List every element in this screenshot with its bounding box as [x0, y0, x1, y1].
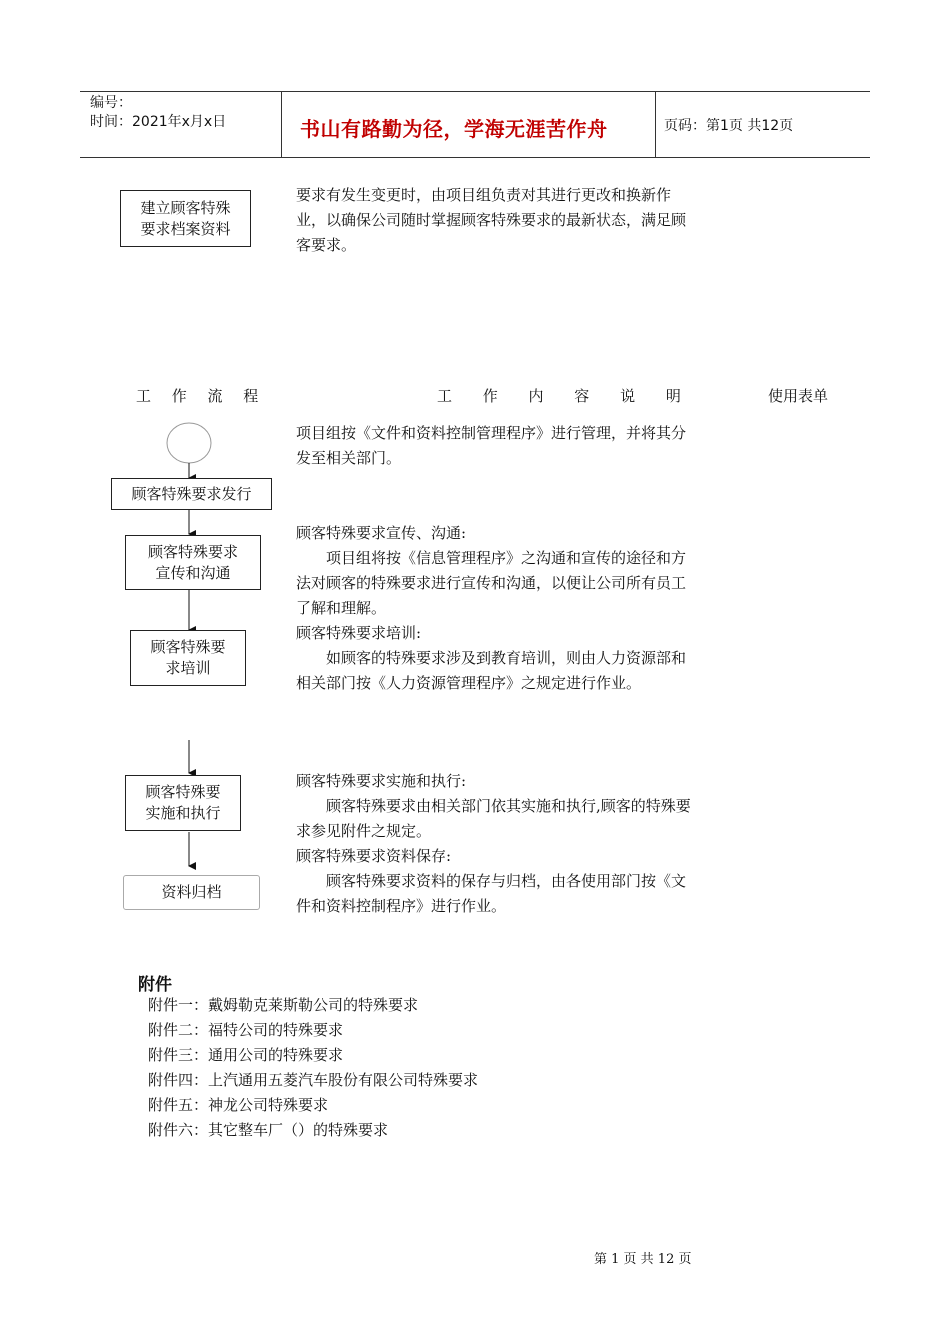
archive-box-line1: 建立顾客特殊	[140, 198, 231, 217]
content-block-title: 顾客特殊要求培训:	[296, 624, 422, 642]
top-section-text	[296, 183, 756, 258]
header-bottom-rule	[80, 157, 870, 158]
flow-step-implement	[125, 775, 241, 831]
content-line: 了解和理解。	[296, 599, 387, 617]
flow-step-issue	[111, 478, 272, 510]
appendix-item: 附件四：上汽通用五菱汽车股份有限公司特殊要求	[148, 1071, 479, 1089]
flow-step-archive-label: 资料归档	[161, 883, 222, 901]
appendix-item: 附件一：戴姆勒克莱斯勒公司的特殊要求	[148, 996, 419, 1014]
content-line: 求参见附件之规定。	[296, 822, 432, 840]
header-divider-right	[655, 91, 656, 157]
archive-requirements-box	[120, 190, 251, 247]
content-line: 发至相关部门。	[296, 449, 402, 467]
content-line: 顾客特殊要求资料的保存与归档，由各使用部门按《文	[326, 872, 687, 890]
flow-step-communicate	[125, 535, 261, 590]
flow-step-implement-line1: 顾客特殊要	[145, 783, 221, 801]
content-line: 件和资料控制程序》进行作业。	[296, 897, 507, 915]
content-line: 项目组将按《信息管理程序》之沟通和宣传的途径和方	[326, 549, 687, 567]
column-header-content: 工 作 内 容 说 明	[437, 387, 681, 405]
flow-step-training-line1: 顾客特殊要	[150, 638, 226, 656]
content-line: 项目组按《文件和资料控制管理程序》进行管理，并将其分	[296, 424, 687, 442]
flow-start-circle	[167, 423, 211, 463]
flow-step-issue-label: 顾客特殊要求发行	[131, 484, 252, 503]
appendix-item: 附件三：通用公司的特殊要求	[148, 1046, 344, 1064]
appendix-title: 附件	[138, 975, 172, 995]
serial-number-label: 编号：	[90, 95, 132, 111]
content-block-title: 顾客特殊要求实施和执行:	[296, 772, 467, 790]
flow-step-archive	[123, 875, 260, 910]
flow-step-communicate-line2: 宣传和沟通	[155, 563, 231, 582]
appendix-list	[148, 993, 478, 1143]
top-text-line: 客要求。	[296, 236, 357, 254]
time-label: 时间：2021年x月x日	[90, 114, 227, 130]
header-motto: 书山有路勤为径，学海无涯苦作舟	[300, 117, 608, 141]
flow-step-training	[130, 630, 246, 686]
flow-step-implement-line2: 实施和执行	[145, 804, 221, 822]
appendix-item: 附件六：其它整车厂（）的特殊要求	[148, 1121, 389, 1139]
column-header-flow: 工 作 流 程	[136, 387, 259, 405]
content-block-implement	[296, 769, 756, 919]
content-block-communicate	[296, 521, 756, 696]
content-line: 相关部门按《人力资源管理程序》之规定进行作业。	[296, 674, 642, 692]
content-line: 如顾客的特殊要求涉及到教育培训，则由人力资源部和	[326, 649, 687, 667]
footer-page-number: 第 1 页 共 12 页	[594, 1252, 692, 1267]
flow-step-training-line2: 求培训	[165, 659, 211, 677]
top-text-line: 要求有发生变更时，由项目组负责对其进行更改和换新作	[296, 186, 672, 204]
header-top-rule	[80, 91, 870, 92]
content-block-title: 顾客特殊要求资料保存:	[296, 847, 452, 865]
header-divider-left	[281, 91, 282, 157]
content-line: 顾客特殊要求由相关部门依其实施和执行,顾客的特殊要	[326, 797, 691, 815]
content-line: 法对顾客的特殊要求进行宣传和沟通，以便让公司所有员工	[296, 574, 687, 592]
appendix-item: 附件二：福特公司的特殊要求	[148, 1021, 344, 1039]
flow-step-communicate-line1: 顾客特殊要求	[147, 542, 238, 561]
page-number-label: 页码：第1页 共12页	[664, 118, 794, 134]
archive-box-line2: 要求档案资料	[140, 219, 231, 238]
column-header-forms: 使用表单	[768, 387, 829, 405]
content-block-issue	[296, 421, 756, 471]
appendix-item: 附件五：神龙公司特殊要求	[148, 1096, 329, 1114]
content-block-title: 顾客特殊要求宣传、沟通:	[296, 524, 467, 542]
top-text-line: 业，以确保公司随时掌握顾客特殊要求的最新状态，满足顾	[296, 211, 687, 229]
